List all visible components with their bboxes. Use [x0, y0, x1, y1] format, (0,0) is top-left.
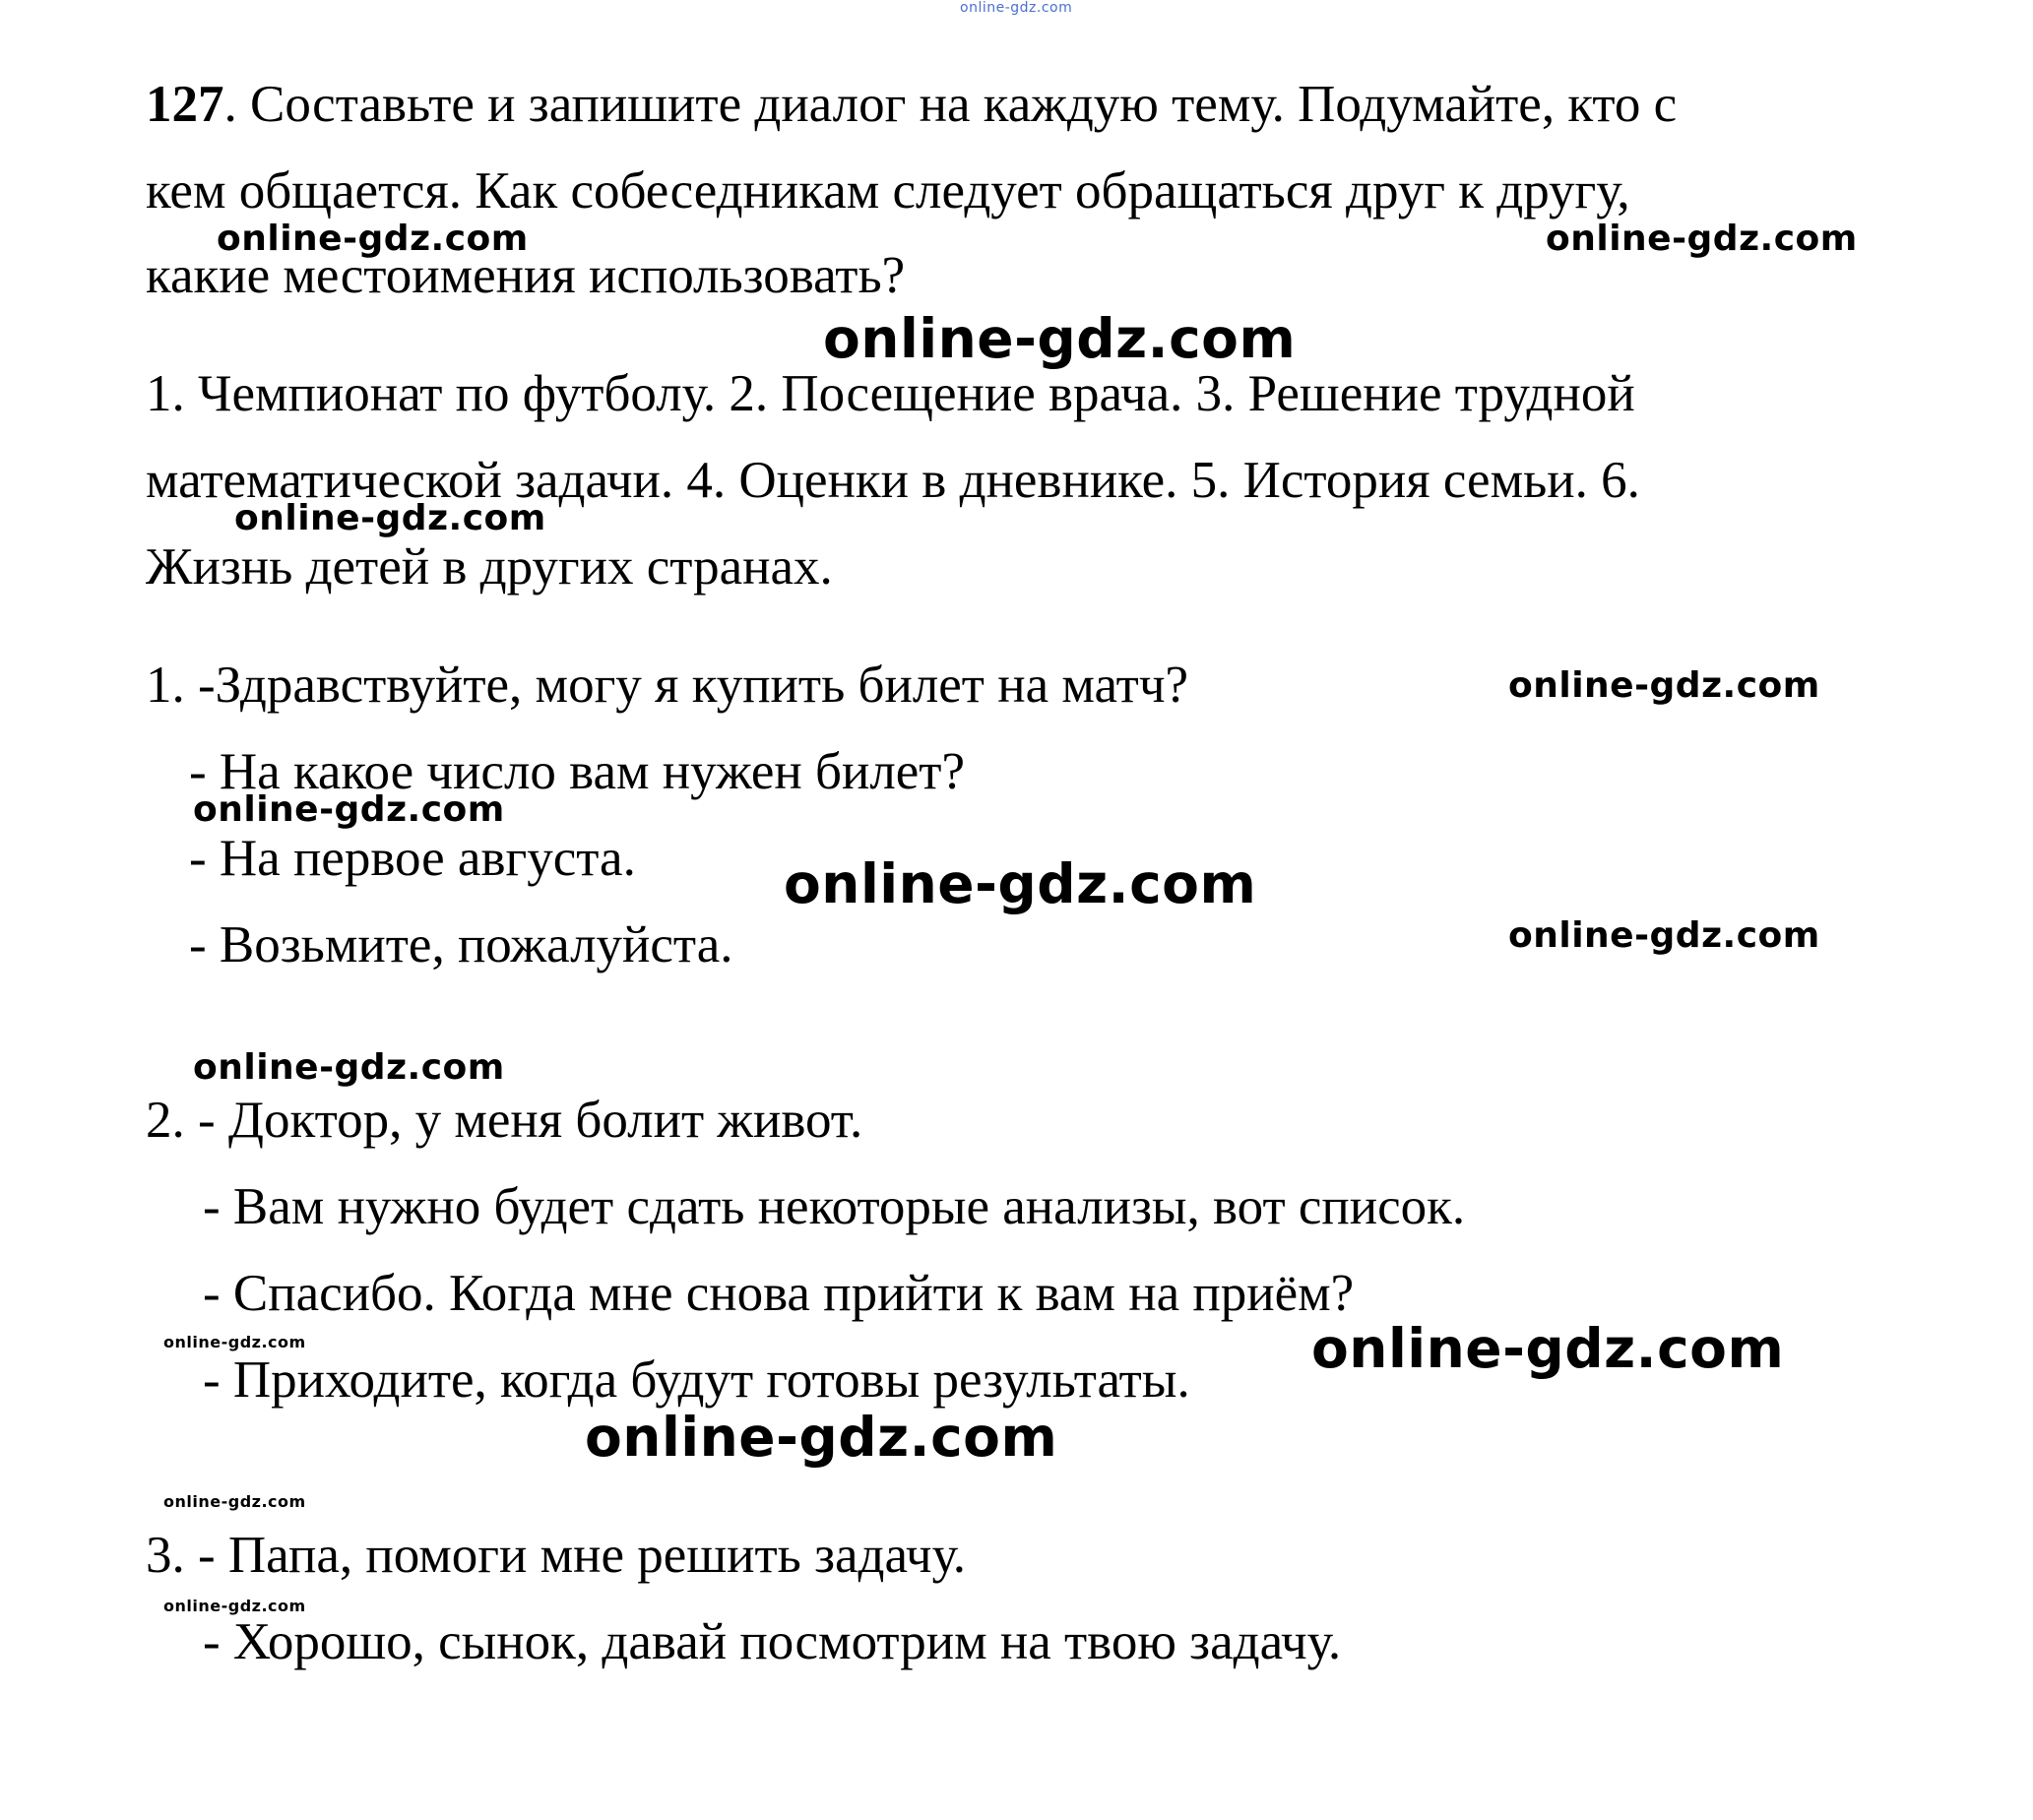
dialog-1-line-2: - На какое число вам нужен билет?	[189, 743, 965, 800]
watermark: online-gdz.com	[1508, 915, 1820, 956]
watermark: online-gdz.com	[784, 852, 1257, 915]
topics-line-3: Жизнь детей в других странах.	[146, 538, 833, 596]
task-text-line-3: какие местоимения использовать?	[146, 247, 906, 304]
dialog-1-line-1: 1. -Здравствуйте, могу я купить билет на матч?	[146, 657, 1189, 714]
watermark: online-gdz.com	[1311, 1317, 1785, 1380]
task-text-line-2: кем общается. Как собеседникам следует обращаться друг к другу,	[146, 162, 1630, 220]
watermark: online-gdz.com	[1508, 665, 1820, 706]
watermark: online-gdz.com	[1546, 219, 1858, 259]
dialog-1-line-4: - Возьмите, пожалуйста.	[189, 916, 733, 973]
task-statement-line-1	[146, 75, 1677, 134]
watermark: online-gdz.com	[234, 498, 546, 538]
watermark: online-gdz.com	[163, 1333, 306, 1351]
dialog-3-line-2: - Хорошо, сынок, давай посмотрим на твою задачу.	[203, 1613, 1342, 1670]
watermark-top: online-gdz.com	[960, 0, 1073, 16]
dialog-2-line-2: - Вам нужно будет сдать некоторые анализы, вот список.	[203, 1178, 1466, 1235]
dialog-3-line-1: 3. - Папа, помоги мне решить задачу.	[146, 1527, 967, 1584]
dialog-2-line-3: - Спасибо. Когда мне снова прийти к вам на приём?	[203, 1265, 1355, 1322]
dialog-2-line-4: - Приходите, когда будут готовы результаты.	[203, 1351, 1190, 1409]
watermark: online-gdz.com	[585, 1406, 1058, 1469]
dialog-1-line-3: - На первое августа.	[189, 830, 636, 887]
watermark: online-gdz.com	[163, 1492, 306, 1511]
watermark: online-gdz.com	[217, 219, 529, 259]
watermark: online-gdz.com	[193, 1047, 505, 1088]
watermark: online-gdz.com	[163, 1597, 306, 1615]
topics-line-1: 1. Чемпионат по футболу. 2. Посещение врача. 3. Решение трудной	[146, 365, 1635, 422]
dialog-2-line-1: 2. - Доктор, у меня болит живот.	[146, 1092, 863, 1149]
task-number: 127	[146, 76, 224, 133]
watermark: online-gdz.com	[193, 789, 505, 830]
topics-line-2: математической задачи. 4. Оценки в дневнике. 5. История семьи. 6.	[146, 452, 1640, 509]
watermark: online-gdz.com	[823, 307, 1297, 370]
task-text-line-1: . Составьте и запишите диалог на каждую тему. Подумайте, кто с	[223, 76, 1678, 133]
